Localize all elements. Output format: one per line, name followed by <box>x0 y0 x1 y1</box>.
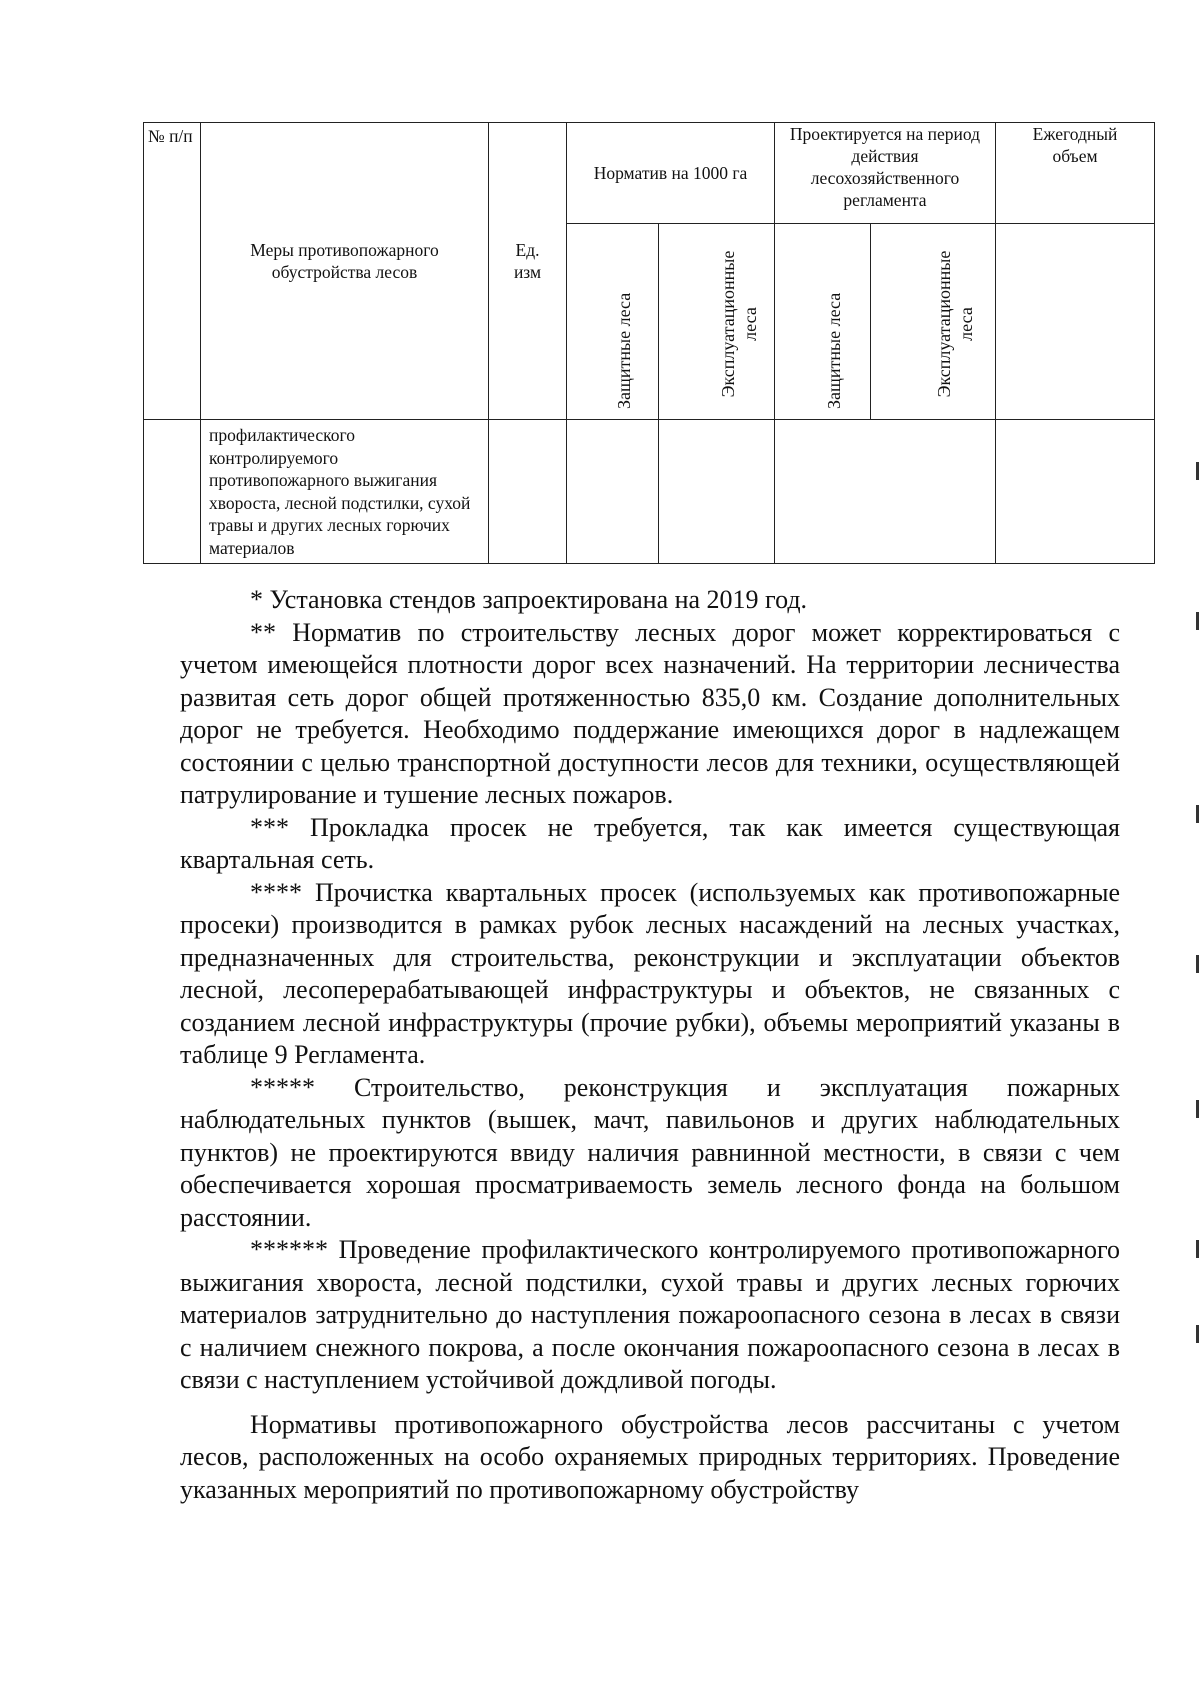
row-measure-cell <box>201 420 489 564</box>
footnote-1: * Установка стендов запроектирована на 2019 год. <box>250 585 808 614</box>
footnote-6: ****** Проведение профилактического контролируемого противопожарного выжигания хвороста, лесной подстилки, сухой травы и других лесных горючих материалов затруднительно до наступления пожароопасного сезона в лесах в связи с наличием снежного покрова, а после окончания пожароопасного сезона в лесах в связи с наступлением устойчивой дождливой погоды. <box>180 1235 1120 1394</box>
scan-mark <box>1196 1325 1199 1343</box>
header-measures <box>201 123 489 420</box>
header-num-text: № п/п <box>148 126 193 146</box>
closing-paragraph: Нормативы противопожарного обустройства лесов рассчитаны с учетом лесов, расположенных на особо охраняемых природных территориях. Проведение указанных мероприятий по противопожарному обустройству <box>180 1409 1120 1504</box>
scan-mark <box>1196 1100 1199 1118</box>
header-unit-text: Ед. изм <box>513 240 542 282</box>
header-projected <box>775 123 996 224</box>
scan-mark <box>1196 612 1199 630</box>
header-num <box>144 123 201 420</box>
row-projected-cell <box>775 420 996 564</box>
scan-mark <box>1196 462 1199 480</box>
header-projected-text: Проектируется на период действия лесохозяйственного регламента <box>789 124 981 210</box>
sub-norm-protective <box>567 224 659 420</box>
footnote-3: *** Прокладка просек не требуется, так как имеется существующая квартальная сеть. <box>180 812 1120 874</box>
header-unit <box>489 123 567 420</box>
row-annual-cell <box>996 420 1155 564</box>
header-annual <box>996 123 1155 224</box>
sub-norm-exploitation <box>659 224 775 420</box>
scan-mark <box>1196 805 1199 823</box>
header-measures-text: Меры противопожарного обустройства лесов <box>250 240 439 282</box>
table <box>143 122 1155 564</box>
row-unit-cell <box>489 420 567 564</box>
sub-proj-exploitation-text: Эксплуатационные леса <box>934 250 976 398</box>
header-norm-text: Норматив на 1000 га <box>593 163 748 183</box>
header-annual-text: Ежегодный объем <box>1032 124 1118 166</box>
row-norm-protective-cell <box>567 420 659 564</box>
fire-measures-table <box>143 122 1154 564</box>
sub-norm-protective-text: Защитные леса <box>613 292 634 409</box>
sub-proj-exploitation <box>871 224 996 420</box>
sub-annual-empty <box>996 224 1155 420</box>
sub-proj-protective-text: Защитные леса <box>823 292 844 409</box>
row-measure-text: профилактического контролируемого противопожарного выжигания хвороста, лесной подстилки, сухой травы и других лесных горючих материалов <box>209 425 471 558</box>
footnote-4: **** Прочистка квартальных просек (используемых как противопожарные просеки) производится в рамках рубок лесных насаждений на лесных участках, предназначенных для строительства, реконструкции и эксплуатации объектов лесной, лесоперерабатывающей инфраструктуры и объектов, не связанных с созданием лесной инфраструктуры (прочие рубки), объемы мероприятий указаны в таблице 9 Регламента. <box>180 877 1120 1069</box>
scan-mark <box>1196 1240 1199 1258</box>
footnote-5: ***** Строительство, реконструкция и эксплуатация пожарных наблюдательных пунктов (вышек, мачт, павильонов и других наблюдательных пунктов) не проектируются ввиду наличия равнинной местности, в связи с чем обеспечивается хорошая просматриваемость земель лесного фонда на большом расстоянии. <box>180 1072 1120 1232</box>
header-norm <box>567 123 775 224</box>
footnote-2: ** Норматив по строительству лесных дорог может корректироваться с учетом имеющейся плотности дорог всех назначений. На территории лесничества развитая сеть дорог общей протяженностью 835,0 км. Создание дополнительных дорог не требуется. Необходимо поддержание имеющихся дорог в надлежащем состоянии с целью транспортной доступности лесов для техники, осуществляющей патрулирование и тушение лесных пожаров. <box>180 617 1120 809</box>
footnotes-block <box>180 584 1120 1506</box>
scan-mark <box>1196 955 1199 973</box>
sub-proj-protective <box>775 224 871 420</box>
sub-norm-exploitation-text: Эксплуатационные леса <box>717 250 760 398</box>
row-num-cell <box>144 420 201 564</box>
row-norm-exploitation-cell <box>659 420 775 564</box>
